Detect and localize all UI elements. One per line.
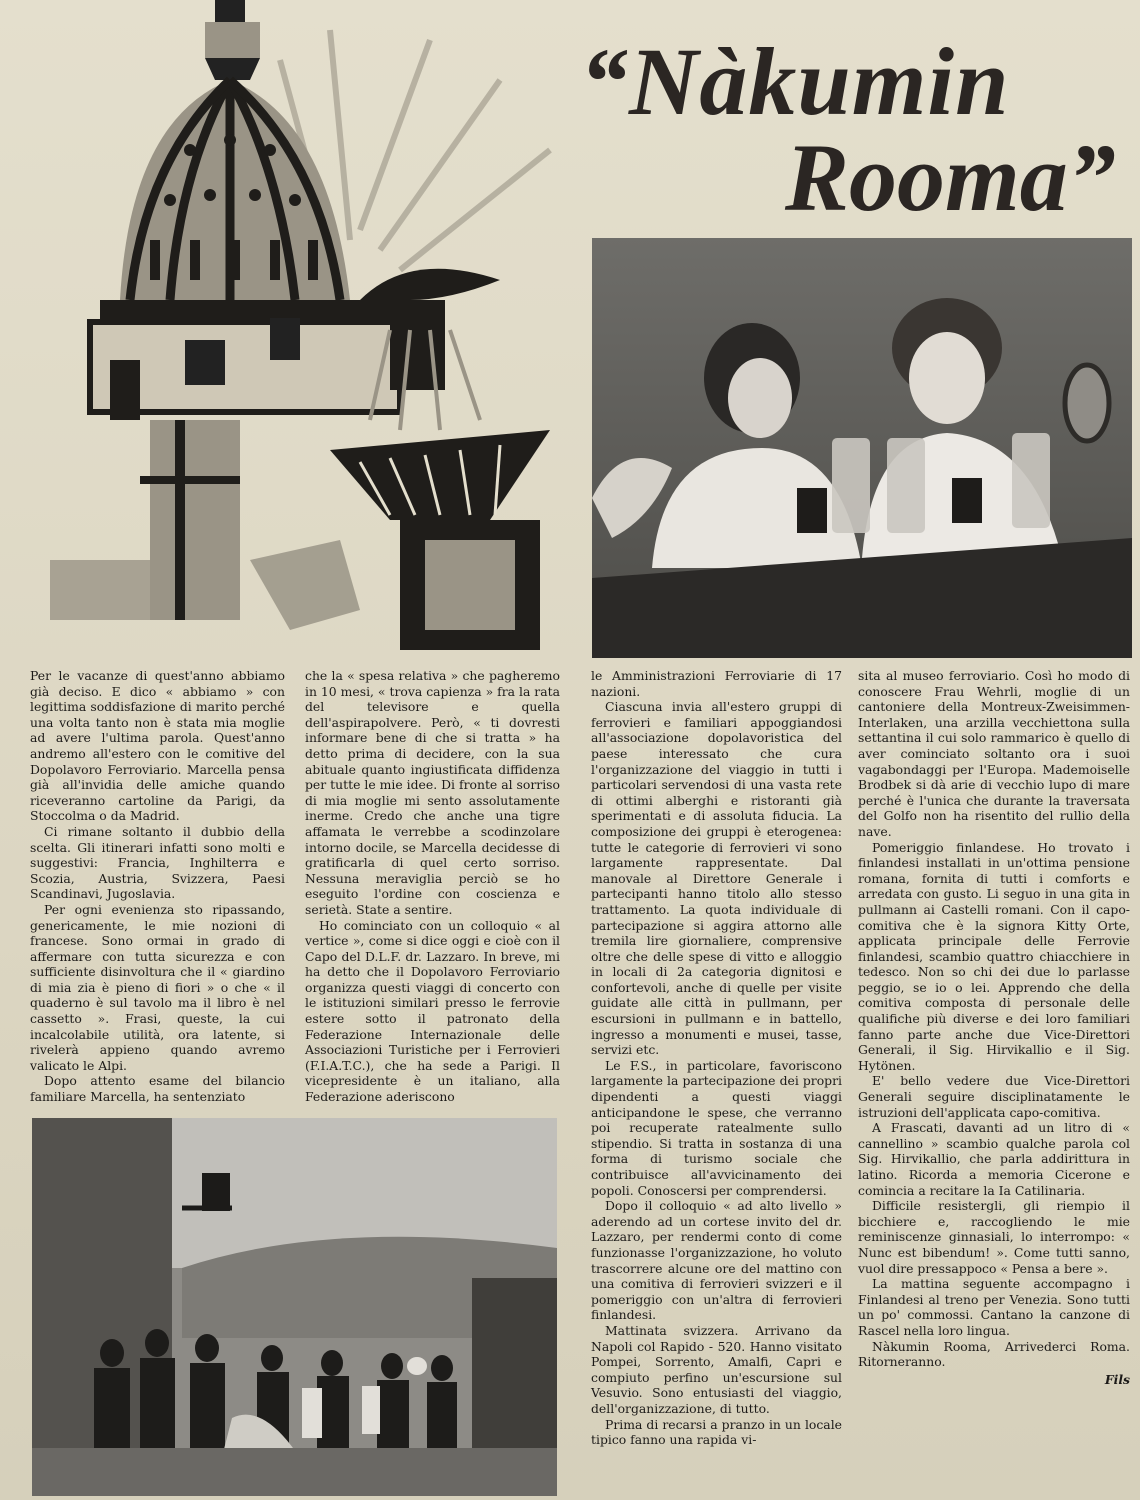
paragraph: Per le vacanze di quest'anno abbiamo già deciso. E dico « abbiamo » con legittima soddisfazione di marito perché una volta tanto non è stata mia moglie ad avere l'ultima parola. Quest'anno andremo all'estero con le comitive del Dopolavoro Ferroviario. Marcella pensa già all'invidia delle amiche quando riceveranno cartoline da Parigi, da Stoccolma o da Madrid.	[30, 668, 285, 824]
title-line-1: “Nàkumin	[580, 28, 1010, 135]
paragraph: Prima di recarsi a pranzo in un locale tipico fanno una rapida vi-	[591, 1416, 842, 1448]
text-column-3	[591, 668, 842, 1500]
paragraph: Mattinata svizzera. Arrivano da Napoli col Rapido - 520. Hanno visitato Pompei, Sorrento, Amalfi, Capri e compiuto perfino un'escursione sul Vesuvio. Sono entusiasti del viaggio, dell'organizzazione, di tutto.	[591, 1322, 842, 1416]
paragraph: Dopo il colloquio « ad alto livello » aderendo ad un cortese invito del dr. Lazzaro, per rendermi conto di come funzionasse l'organizzazione, ho voluto trascorrere alcune ore del mattino con una comitiva di ferrovieri svizzeri e il pomeriggio con un'altra di ferrovieri finlandesi.	[591, 1198, 842, 1323]
paragraph: Difficile resistergli, gli riempio il bicchiere e, raccogliendo le mie reminiscenze ginnasiali, lo interrompo: « Nunc est bibendum! ». Come tutti sanno, vuol dire pressappoco « Pensa a bere ».	[858, 1198, 1130, 1276]
paragraph: Dopo attento esame del bilancio familiare Marcella, ha sentenziato	[30, 1073, 285, 1105]
paragraph: Nàkumin Rooma, Arrivederci Roma. Ritorneranno.	[858, 1338, 1130, 1370]
paragraph: Per ogni evenienza sto ripassando, genericamente, le mie nozioni di francese. Sono ormai in grado di affermare con tutta sicurezza e con sufficiente disinvoltura che il « giardino di mia zia è pieno di fiori » o che « il quaderno è sul tavolo ma il libro è nel cassetto ». Frasi, queste, la cui incalcolabile utilità, ora latente, si rivelerà appieno quando avremo valicato le Alpi.	[30, 901, 285, 1073]
paragraph: Ho cominciato con un colloquio « al vertice », come si dice oggi e cioè con il Capo del D.L.F. dr. Lazzaro. In breve, mi ha detto che il Dopolavoro Ferroviario organizza questi viaggi di concerto con le istituzioni similari presso le ferrovie estere sotto il patronato della Federazione Internazionale delle Associazioni Turistiche per i Ferrovieri (F.I.A.T.C.), che ha sede a Parigi. Il vicepresidente è un italiano, alla Federazione aderiscono	[305, 917, 560, 1105]
paragraph: Ciascuna invia all'estero gruppi di ferrovieri e familiari appoggiandosi all'associazione dopolavoristica del paese interessato che cura l'organizzazione del viaggio in tutti i particolari servendosi di una vasta rete di ottimi alberghi e ristoranti già sperimentati e di assoluta fiducia. La composizione dei gruppi è eterogenea: tutte le categorie di ferrovieri vi sono largamente rappresentate. Dal manovale al Direttore Generale i partecipanti hanno titolo allo stesso trattamento. La quota individuale di partecipazione si aggira attorno alle tremila lire giornaliere, comprensive oltre che delle spese di vitto e alloggio in locali di 2a categoria dignitosi e confortevoli, anche di quelle per visite guidate alle città in pullmann, per escursioni in pullmann e in battello, ingresso a monumenti e musei, tasse, servizi etc.	[591, 699, 842, 1058]
title-line-2: Rooma”	[785, 124, 1116, 231]
author-signature: Fils	[1104, 1371, 1130, 1387]
paragraph: Ci rimane soltanto il dubbio della scelta. Gli itinerari infatti sono molti e suggestivi: Francia, Inghilterra e Scozia, Austria, Svizzera, Paesi Scandinavi, Jugoslavia.	[30, 823, 285, 902]
text-column-2	[305, 668, 560, 1105]
article-title	[580, 26, 1130, 231]
paragraph: Le F.S., in particolare, favoriscono largamente la partecipazione dei propri dipendenti a questi viaggi anticipandone le spese, che verranno poi recuperate ratealmente sullo stipendio. Si tratta in sostanza di una forma di turismo sociale che contribuisce all'avvicinamento dei popoli. Conoscersi per comprendersi.	[591, 1057, 842, 1198]
photo-women-at-table	[592, 238, 1132, 658]
paragraph: che la « spesa relativa » che pagheremo in 10 mesi, « trova capienza » fra la rata del televisore e quella dell'aspirapolvere. Però, « ti dovresti informare bene di che si tratta » ha detto prima di decidere, con la sua abituale quanto ingiustificata diffidenza per tutte le mie idee. Di fronte al sorriso di mia moglie mi sento assolutamente inerme. Credo che anche una tigre affamata le verrebbe a scodinzolare intorno docile, se Marcella decidesse di gratificarla di quel certo sorriso. Nessuna meraviglia perciò se ho eseguito l'ordine con coscienza e serietà. State a sentire.	[305, 668, 560, 917]
photo-group-walking	[32, 1118, 557, 1496]
paragraph: sita al museo ferroviario. Così ho modo di conoscere Frau Wehrli, moglie di un cantoniere della Montreux-Zweisimmen-Interlaken, una arzilla vecchiettona sulla settantina il cui solo rammarico è quello di aver cominciato soltanto ora i suoi vagabondaggi per l'Europa. Mademoiselle Brodbek si dà arie di vecchio lupo di mare perché è l'unica che durante la traversata del Golfo non ha risentito del rullio della nave.	[858, 668, 1130, 839]
illustration-graphic	[30, 0, 575, 655]
paragraph: La mattina seguente accompagno i Finlandesi al treno per Venezia. Sono tutti un po' commossi. Cantano la canzone di Rascel nella loro lingua.	[858, 1276, 1130, 1338]
dome-fountain-illustration	[30, 0, 575, 655]
paragraph: E' bello vedere due Vice-Direttori Generali seguire disciplinatamente le istruzioni dell'applicata capo-comitiva.	[858, 1073, 1130, 1120]
paragraph: A Frascati, davanti ad un litro di « cannellino » scambio qualche parola col Sig. Hirvikallio, che parla addirittura in latino. Ricorda a memoria Cicerone e comincia a recitare la Ia Catilinaria.	[858, 1120, 1130, 1198]
text-column-4	[858, 668, 1130, 1387]
paragraph: le Amministrazioni Ferroviarie di 17 nazioni.	[591, 668, 842, 699]
text-column-1	[30, 668, 285, 1105]
paragraph: Pomeriggio finlandese. Ho trovato i finlandesi installati in un'ottima pensione romana, fornita di tutti i comforts e arredata con gusto. Li seguo in una gita in pullmann ai Castelli romani. Con il capo-comitiva che è la signora Kitty Orte, applicata principale delle Ferrovie finlandesi, scambio quattro chiacchiere in tedesco. Non so chi dei due lo parlasse peggio, se io o lei. Apprendo che della comitiva composta di personale delle qualifiche più diverse e dei loro familiari fanno parte anche due Vice-Direttori Generali, il Sig. Hirvikallio e il Sig. Hytönen.	[858, 839, 1130, 1073]
